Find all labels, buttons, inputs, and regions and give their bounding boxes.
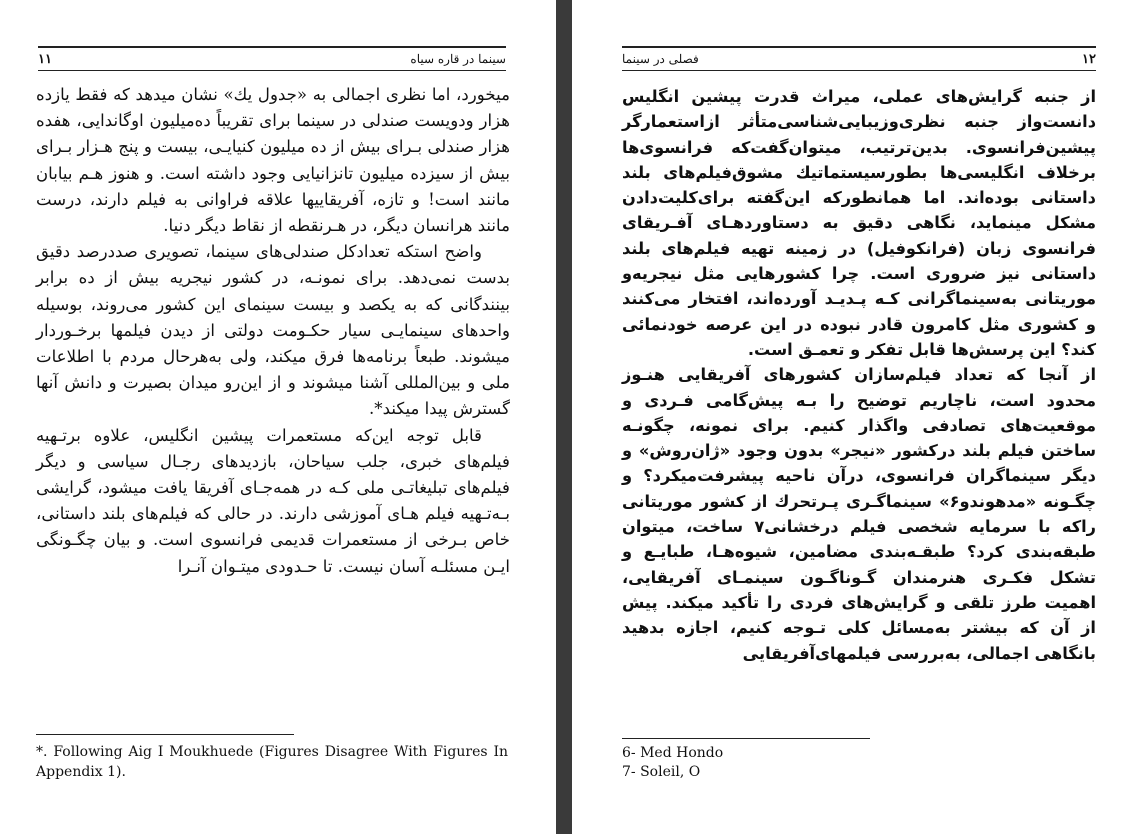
running-head: فصلی در سینما [622, 52, 699, 66]
running-head: سینما در قاره سیاه [410, 52, 506, 66]
footnote-rule [622, 738, 870, 739]
left-page [0, 0, 556, 834]
paragraph: واضح استکه تعدادکل صندلی‌های سینما، تصویری صددرصد دقیق بدست نمی‌دهد. برای نمونـه، در کشور نیجریه بیش از ده برابر بینندگانی که به یکصد و بیست سینمای این کشور می‌روند، بوسیله واحدهای سینمایـی سیار حکـومت دولتی از دیدن فیلمها برخـوردار میشوند. طبعاً برنامه‌ها فرق میکند، ولی به‌هرحال مردم با اطلاعات ملی و بین‌المللی آشنا میشوند و از این‌رو میدان بصیرت و دانش آنها گسترش پیدا میکند*. [36, 242, 510, 419]
footnote-rule [36, 734, 294, 735]
body-text [622, 84, 1096, 666]
right-page [572, 0, 1124, 834]
page-header [622, 46, 1096, 71]
page-number: ۱۲ [1082, 51, 1096, 67]
footnotes [622, 744, 922, 782]
body-text [36, 82, 510, 580]
paragraph: از جنبه گرایش‌های عملی، میراث قدرت پیشین انگلیس دانست‌واز جنبه نظری‌وزیبایی‌شناسی‌متأثر ازاستعمارگر پیشین‌فرانسوی. بدین‌ترتیب، میتوان‌گفت‌که فرانسوی‌ها برخلاف انگلیسی‌ها بطورسیستماتیك مشوق‌فیلم‌های بلند داستانی بوده‌اند. اما همانطورکه این‌گفته برای‌کلیت‌دادن مشکل مینماید، نگاهی دقیق به دستاوردهـای آفـریقای فرانسوی زبان (فرانکوفیل) در زمینه تهیه فیلم‌های بلند داستانی نیز ضروری است. چرا کشورهایی مثل نیجریه‌و موریتانی به‌سینماگرانی کـه پـدیـد آورده‌اند، افتخار می‌کنند و کشوری مثل کامرون قادر نبوده در این عرصه خودنمائی کند؟ این پرسش‌ها قابل تفکر و تعمـق است. [622, 87, 1096, 359]
footnote: 7- Soleil, O [622, 764, 701, 780]
footnote: *. Following Aig I Moukhuede (Figures Disagree With Figures In Appendix 1). [36, 744, 508, 780]
footnotes [36, 742, 508, 782]
page-number: ۱۱ [38, 51, 52, 67]
footnote: 6- Med Hondo [622, 745, 724, 761]
page-header [38, 46, 506, 71]
paragraph: قابل توجه این‌که مستعمرات پیشین انگلیس، علاوه برتـهیه فیلم‌های خبری، جلب سیاحان، بازدیدهای رجـال سیاسی و دیگر فیلم‌های تبلیغاتـی ملی کـه در همه‌جـای آفریقا یافت میشود، گرایشی بـه‌تـهیه فیلم هـای آموزشی دارند. در حالی که فیلم‌های بلند داستانی، خاص بـرخی از مستعمرات قدیمی فرانسوی است. و بیان چگـونگی ایـن مسئلـه آسان نیست. تا حـدودی میتـوان آنـرا [36, 425, 510, 576]
page-gutter [556, 0, 572, 834]
paragraph: از آنجا که تعداد فیلم‌سازان کشورهای آفریقایی هنـوز محدود است، ناچاریم توضیح را بـه پیش‌گامی فـردی و موقعیت‌های تصادفی واگذار کنیم. برای نمونه، چگونـه ساختن فیلم بلند درکشور «نیجر» بدون وجود «ژان‌روش» و دیگر سینماگران فرانسوی، درآن ناحیه پیشرفت‌میکرد؟ و چگـونه «مدهوندو۶» سینماگـری پـرتحرك از کشور موریتانی راکه با سرمایه شخصی فیلم درخشانی۷ ساخت، میتوان طبقه‌بندی کرد؟ طبقـه‌بندی مضامین، شیوه‌هـا، طبایـع و تشکل فکـری هنرمندان گـوناگـون سینمـای آفریقایی، اهمیت طرز تلقی و گرایش‌های فردی را تأکید میکند. پیش از آن که بیشتر به‌مسائل کلی تـوجه کنیم، اجازه بدهید بانگاهی اجمالی، به‌بررسی فیلمهای‌آفریقایی [622, 365, 1096, 663]
paragraph: میخورد، اما نظری اجمالی به «جدول یك» نشان میدهد که فقط یازده هزار ودویست صندلی در سینما برای تقریباً ده‌میلیون اوگاندایی، هفده هزار صندلی بـرای بیش از ده میلیون کنیایـی، بیست و پنج هـزار بـرای بیش از سیزده میلیون تانزانیایی وجود داشته است. و هنوز هـم بیابان مانند است! و تازه، آفریقاییها علاقه فراوانی به فیلم دارند، درست مانند هرانسان دیگر، در هـرنقطه از نقاط دیگر دنیا. [36, 85, 510, 236]
